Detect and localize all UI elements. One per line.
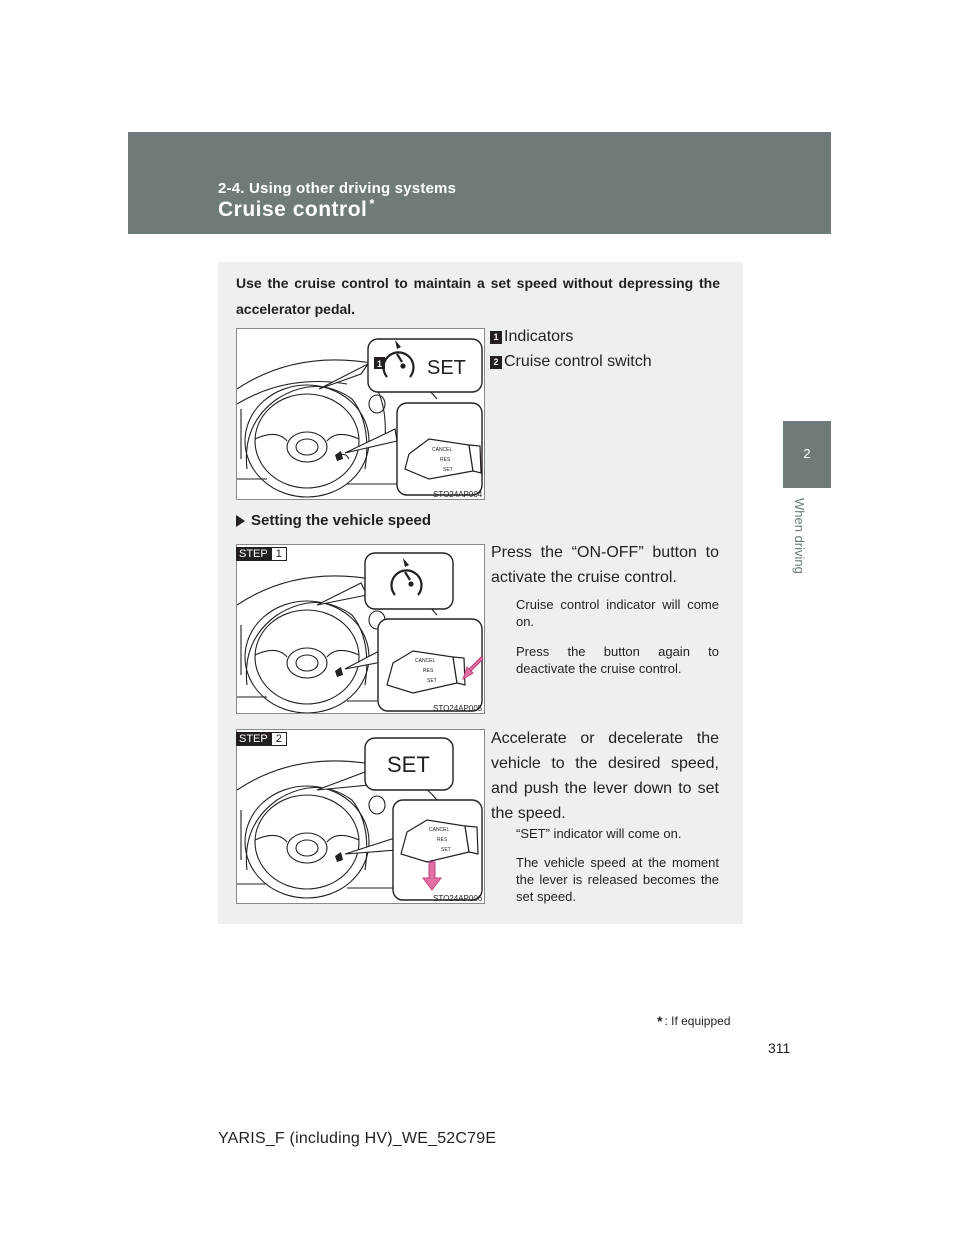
figure-code: STO24AP004 <box>433 490 483 499</box>
figure-code: STO24AP006 <box>433 894 483 903</box>
legend-label-switch: Cruise control switch <box>504 353 652 370</box>
figure-step2 <box>236 729 485 904</box>
footnote-asterisk: * <box>657 1013 663 1029</box>
step-badge-2 <box>236 732 287 746</box>
subheading-text: Setting the vehicle speed <box>251 512 432 529</box>
subheading <box>236 512 431 529</box>
step1-note-1: Cruise control indicator will come on. <box>516 597 719 629</box>
legend-badge-1: 1 <box>490 331 502 344</box>
page-title-text: Cruise control <box>218 198 368 221</box>
figure-step1 <box>236 544 485 714</box>
lever-res-label: RES <box>440 457 451 463</box>
legend-item-indicators <box>490 328 573 346</box>
footnote <box>657 1013 731 1029</box>
legend-badge-2: 2 <box>490 356 502 369</box>
step2-indicator-set-text: SET <box>387 752 430 777</box>
step-label: STEP <box>236 732 271 746</box>
section-label: 2-4. Using other driving systems <box>218 180 457 197</box>
step2-note-2: The vehicle speed at the moment the lever is released becomes the set speed. <box>516 855 719 904</box>
step2-note-1: “SET” indicator will come on. <box>516 826 682 841</box>
step1-lever-cancel-label: CANCEL <box>415 658 436 664</box>
dashboard-illustration <box>237 329 485 500</box>
step1-text: Press the “ON-OFF” button to activate the cruise control. <box>491 544 719 586</box>
callout-number-1: 1 <box>377 359 383 369</box>
step1-note-2: Press the button again to deactivate the cruise control. <box>516 644 719 676</box>
lever-set-label: SET <box>443 467 453 473</box>
footnote-text: : If equipped <box>664 1014 731 1028</box>
step1-lever-res-label: RES <box>423 668 434 674</box>
step-number: 1 <box>271 547 287 561</box>
step2-lever-set-label: SET <box>441 847 451 853</box>
step-number: 2 <box>271 732 287 746</box>
document-id: YARIS_F (including HV)_WE_52C79E <box>218 1130 497 1147</box>
chapter-name <box>783 498 831 598</box>
page-number: 311 <box>768 1040 791 1056</box>
step1-illustration <box>237 545 485 714</box>
step-badge-1 <box>236 547 287 561</box>
step2-lever-res-label: RES <box>437 837 448 843</box>
lever-cancel-label: CANCEL <box>432 447 453 453</box>
step2-illustration <box>237 730 485 904</box>
figure-code: STO24AP005 <box>433 704 483 713</box>
indicator-set-text: SET <box>427 357 466 379</box>
chapter-tab[interactable]: 2 <box>783 421 831 488</box>
step1-lever-set-label: SET <box>427 678 437 684</box>
title-asterisk: * <box>369 196 375 211</box>
step2-text: Accelerate or decelerate the vehicle to the desired speed, and push the lever down to set the speed. <box>491 730 719 822</box>
bullet-triangle-icon <box>236 515 245 527</box>
legend-label-indicators: Indicators <box>504 328 574 345</box>
intro-text: Use the cruise control to maintain a set speed without depressing the accelerator pedal. <box>236 275 720 317</box>
legend-item-switch <box>490 353 652 371</box>
chapter-name-text: When driving <box>792 498 807 574</box>
page-title <box>218 198 375 222</box>
figure-cruise-overview <box>236 328 485 500</box>
step2-lever-cancel-label: CANCEL <box>429 827 450 833</box>
step-label: STEP <box>236 547 271 561</box>
